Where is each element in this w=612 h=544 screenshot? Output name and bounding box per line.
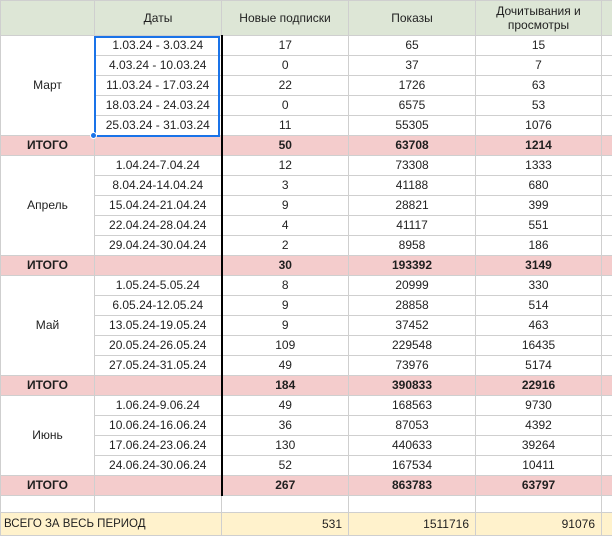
month-cell[interactable]: Июнь (1, 396, 95, 476)
total-empty-cell[interactable] (95, 256, 222, 276)
date-range-cell[interactable]: 13.05.24-19.05.24 (95, 316, 222, 336)
empty-cell[interactable] (602, 76, 612, 96)
header-cell-dates[interactable]: Даты (95, 1, 222, 36)
total-reads-cell[interactable]: 22916 (476, 376, 602, 396)
total-label-cell[interactable]: ИТОГО (1, 136, 95, 156)
subs-cell[interactable]: 2 (222, 236, 349, 256)
empty-cell[interactable] (602, 196, 612, 216)
reads-cell[interactable]: 39264 (476, 436, 602, 456)
grand-total-row (1, 513, 612, 536)
header-cell-reads[interactable]: Дочитывания и просмотры (476, 1, 602, 36)
subs-cell[interactable]: 0 (222, 56, 349, 76)
subs-cell[interactable]: 3 (222, 176, 349, 196)
header-row (1, 1, 612, 36)
date-range-cell[interactable]: 8.04.24-14.04.24 (95, 176, 222, 196)
views-cell[interactable]: 229548 (349, 336, 476, 356)
views-cell[interactable]: 440633 (349, 436, 476, 456)
selection-fill-handle[interactable] (90, 132, 97, 139)
empty-cell[interactable] (476, 496, 602, 513)
views-cell[interactable]: 37 (349, 56, 476, 76)
date-range-cell[interactable]: 4.03.24 - 10.03.24 (95, 56, 222, 76)
total-extra-cell[interactable] (602, 136, 612, 156)
reads-cell[interactable]: 9730 (476, 396, 602, 416)
empty-cell[interactable] (602, 176, 612, 196)
empty-cell[interactable] (349, 496, 476, 513)
reads-cell[interactable]: 5174 (476, 356, 602, 376)
total-empty-cell[interactable] (95, 136, 222, 156)
reads-cell[interactable]: 330 (476, 276, 602, 296)
reads-cell[interactable]: 186 (476, 236, 602, 256)
grand-total-subs[interactable]: 531 (222, 513, 349, 536)
reads-cell[interactable]: 16435 (476, 336, 602, 356)
date-range-cell[interactable]: 1.06.24-9.06.24 (95, 396, 222, 416)
empty-cell[interactable] (602, 316, 612, 336)
subs-cell[interactable]: 8 (222, 276, 349, 296)
month-cell[interactable]: Март (1, 36, 95, 136)
views-cell[interactable]: 20999 (349, 276, 476, 296)
total-views-cell[interactable]: 193392 (349, 256, 476, 276)
empty-cell[interactable] (602, 156, 612, 176)
empty-cell[interactable] (602, 436, 612, 456)
total-extra-cell[interactable] (602, 256, 612, 276)
views-cell[interactable]: 41117 (349, 216, 476, 236)
views-cell[interactable]: 1726 (349, 76, 476, 96)
header-cell-subs[interactable]: Новые подписки (222, 1, 349, 36)
views-cell[interactable]: 37452 (349, 316, 476, 336)
date-range-cell[interactable]: 17.06.24-23.06.24 (95, 436, 222, 456)
empty-cell[interactable] (602, 296, 612, 316)
table-row (1, 276, 612, 296)
subs-cell[interactable]: 9 (222, 196, 349, 216)
date-range-cell[interactable]: 27.05.24-31.05.24 (95, 356, 222, 376)
total-extra-cell[interactable] (602, 476, 612, 496)
total-reads-cell[interactable]: 3149 (476, 256, 602, 276)
total-row (1, 256, 612, 276)
subs-cell[interactable]: 49 (222, 356, 349, 376)
total-subs-cell[interactable]: 50 (222, 136, 349, 156)
views-cell[interactable]: 167534 (349, 456, 476, 476)
date-range-cell[interactable]: 24.06.24-30.06.24 (95, 456, 222, 476)
date-range-cell[interactable]: 1.04.24-7.04.24 (95, 156, 222, 176)
reads-cell[interactable]: 680 (476, 176, 602, 196)
empty-cell[interactable] (602, 396, 612, 416)
subs-cell[interactable]: 9 (222, 296, 349, 316)
views-cell[interactable]: 65 (349, 36, 476, 56)
views-cell[interactable]: 55305 (349, 116, 476, 136)
reads-cell[interactable]: 7 (476, 56, 602, 76)
date-range-cell[interactable]: 18.03.24 - 24.03.24 (95, 96, 222, 116)
total-label-cell[interactable]: ИТОГО (1, 256, 95, 276)
empty-cell[interactable] (602, 276, 612, 296)
views-cell[interactable]: 41188 (349, 176, 476, 196)
empty-row (1, 496, 612, 513)
date-range-cell[interactable]: 25.03.24 - 31.03.24 (95, 116, 222, 136)
total-views-cell[interactable]: 390833 (349, 376, 476, 396)
table-row (1, 156, 612, 176)
subs-cell[interactable]: 9 (222, 316, 349, 336)
empty-cell[interactable] (602, 96, 612, 116)
views-cell[interactable]: 168563 (349, 396, 476, 416)
reads-cell[interactable]: 463 (476, 316, 602, 336)
grand-total-reads[interactable]: 91076 (476, 513, 602, 536)
date-range-cell[interactable]: 20.05.24-26.05.24 (95, 336, 222, 356)
reads-cell[interactable]: 4392 (476, 416, 602, 436)
grand-total-views[interactable]: 1511716 (349, 513, 476, 536)
total-row (1, 476, 612, 496)
empty-cell[interactable] (602, 496, 612, 513)
total-row (1, 376, 612, 396)
subs-cell[interactable]: 0 (222, 96, 349, 116)
reads-cell[interactable]: 399 (476, 196, 602, 216)
subs-cell[interactable]: 17 (222, 36, 349, 56)
empty-cell[interactable] (602, 36, 612, 56)
total-subs-cell[interactable]: 30 (222, 256, 349, 276)
total-reads-cell[interactable]: 1214 (476, 136, 602, 156)
empty-cell[interactable] (222, 496, 349, 513)
date-range-cell[interactable]: 6.05.24-12.05.24 (95, 296, 222, 316)
reads-cell[interactable]: 15 (476, 36, 602, 56)
subs-cell[interactable]: 109 (222, 336, 349, 356)
views-cell[interactable]: 73976 (349, 356, 476, 376)
empty-cell[interactable] (602, 356, 612, 376)
reads-cell[interactable]: 53 (476, 96, 602, 116)
total-extra-cell[interactable] (602, 376, 612, 396)
total-subs-cell[interactable]: 267 (222, 476, 349, 496)
table-row (1, 396, 612, 416)
reads-cell[interactable]: 514 (476, 296, 602, 316)
total-empty-cell[interactable] (95, 476, 222, 496)
date-range-cell[interactable]: 22.04.24-28.04.24 (95, 216, 222, 236)
empty-cell[interactable] (602, 236, 612, 256)
empty-cell[interactable] (1, 496, 95, 513)
date-range-cell[interactable]: 1.05.24-5.05.24 (95, 276, 222, 296)
empty-cell[interactable] (602, 56, 612, 76)
subs-cell[interactable]: 11 (222, 116, 349, 136)
reads-cell[interactable]: 10411 (476, 456, 602, 476)
reads-cell[interactable]: 551 (476, 216, 602, 236)
views-cell[interactable]: 28821 (349, 196, 476, 216)
header-cell-views[interactable]: Показы (349, 1, 476, 36)
views-cell[interactable]: 8958 (349, 236, 476, 256)
total-reads-cell[interactable]: 63797 (476, 476, 602, 496)
date-range-cell[interactable]: 11.03.24 - 17.03.24 (95, 76, 222, 96)
views-cell[interactable]: 73308 (349, 156, 476, 176)
subs-cell[interactable]: 49 (222, 396, 349, 416)
subs-cell[interactable]: 22 (222, 76, 349, 96)
empty-cell[interactable] (602, 116, 612, 136)
grand-total-extra[interactable] (602, 513, 612, 536)
views-cell[interactable]: 87053 (349, 416, 476, 436)
total-views-cell[interactable]: 63708 (349, 136, 476, 156)
total-label-cell[interactable]: ИТОГО (1, 476, 95, 496)
reads-cell[interactable]: 1076 (476, 116, 602, 136)
reads-cell[interactable]: 63 (476, 76, 602, 96)
grand-total-label[interactable]: ВСЕГО ЗА ВЕСЬ ПЕРИОД (1, 513, 222, 536)
date-range-cell[interactable]: 29.04.24-30.04.24 (95, 236, 222, 256)
empty-cell[interactable] (602, 456, 612, 476)
date-range-cell[interactable]: 1.03.24 - 3.03.24 (95, 36, 222, 56)
empty-cell[interactable] (95, 496, 222, 513)
month-cell[interactable]: Май (1, 276, 95, 376)
subs-cell[interactable]: 12 (222, 156, 349, 176)
subs-cell[interactable]: 130 (222, 436, 349, 456)
total-empty-cell[interactable] (95, 376, 222, 396)
empty-cell[interactable] (602, 216, 612, 236)
subs-cell[interactable]: 52 (222, 456, 349, 476)
empty-cell[interactable] (602, 416, 612, 436)
month-cell[interactable]: Апрель (1, 156, 95, 256)
table-row (1, 36, 612, 56)
header-cell-month[interactable] (1, 1, 95, 36)
empty-cell[interactable] (602, 336, 612, 356)
subs-cell[interactable]: 4 (222, 216, 349, 236)
total-label-cell[interactable]: ИТОГО (1, 376, 95, 396)
total-views-cell[interactable]: 863783 (349, 476, 476, 496)
subs-cell[interactable]: 36 (222, 416, 349, 436)
header-cell-extra[interactable] (602, 1, 612, 36)
reads-cell[interactable]: 1333 (476, 156, 602, 176)
date-range-cell[interactable]: 15.04.24-21.04.24 (95, 196, 222, 216)
views-cell[interactable]: 6575 (349, 96, 476, 116)
date-range-cell[interactable]: 10.06.24-16.06.24 (95, 416, 222, 436)
total-subs-cell[interactable]: 184 (222, 376, 349, 396)
views-cell[interactable]: 28858 (349, 296, 476, 316)
